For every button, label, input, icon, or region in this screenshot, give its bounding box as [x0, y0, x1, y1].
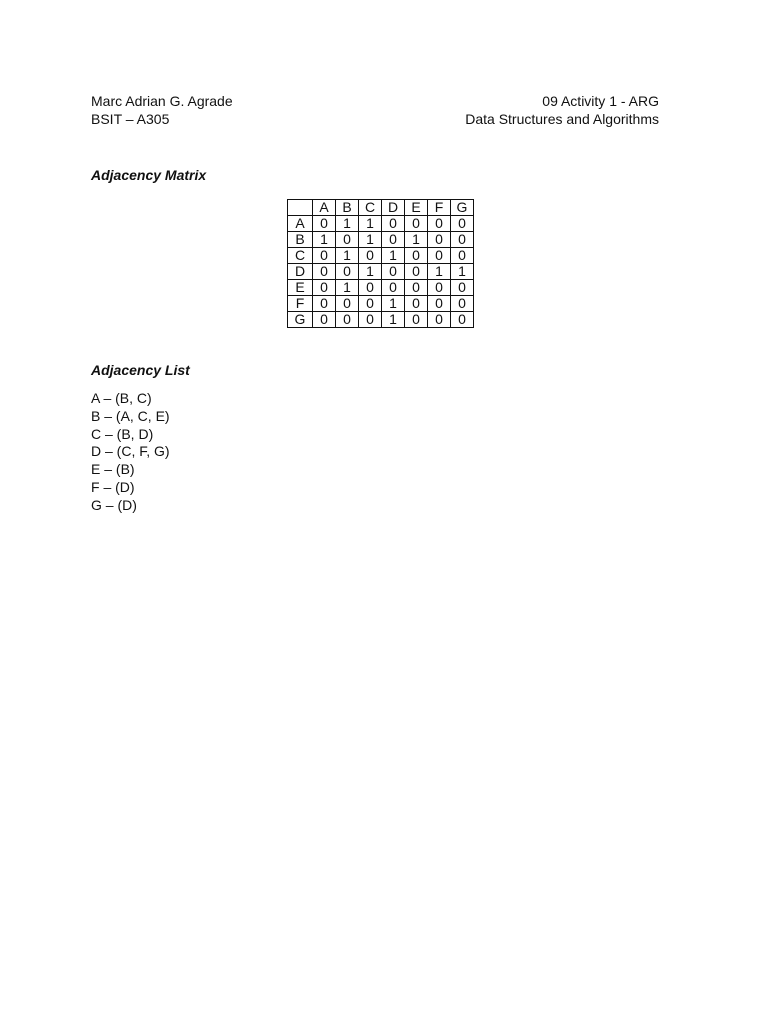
- matrix-cell: 0: [313, 248, 336, 264]
- course-title: Data Structures and Algorithms: [465, 110, 659, 127]
- header-left: [91, 93, 233, 128]
- adjacency-list-heading: Adjacency List: [91, 362, 190, 378]
- matrix-cell: 0: [382, 280, 405, 296]
- matrix-corner-cell: [288, 200, 313, 216]
- matrix-cell: 1: [336, 216, 359, 232]
- matrix-column-header: D: [382, 200, 405, 216]
- matrix-cell: 0: [428, 296, 451, 312]
- matrix-column-header: G: [451, 200, 474, 216]
- matrix-cell: 0: [451, 232, 474, 248]
- matrix-cell: 0: [405, 312, 428, 328]
- matrix-row-label: E: [288, 280, 313, 296]
- matrix-row: [288, 264, 474, 280]
- adjacency-list-item: F – (D): [91, 478, 135, 495]
- matrix-header-row: [288, 200, 474, 216]
- matrix-column-header: C: [359, 200, 382, 216]
- matrix-cell: 0: [313, 280, 336, 296]
- matrix-cell: 0: [382, 216, 405, 232]
- matrix-row: [288, 248, 474, 264]
- matrix-column-header: E: [405, 200, 428, 216]
- matrix-row: [288, 296, 474, 312]
- matrix-row: [288, 280, 474, 296]
- student-section: BSIT – A305: [91, 110, 170, 127]
- adjacency-list-item: C – (B, D): [91, 425, 154, 442]
- matrix-row-label: A: [288, 216, 313, 232]
- matrix-row-label: D: [288, 264, 313, 280]
- matrix-cell: 0: [336, 232, 359, 248]
- matrix-cell: 1: [359, 264, 382, 280]
- matrix-row: [288, 312, 474, 328]
- matrix-cell: 1: [451, 264, 474, 280]
- matrix-cell: 0: [359, 296, 382, 312]
- matrix-cell: 0: [451, 280, 474, 296]
- matrix-cell: 0: [451, 216, 474, 232]
- matrix-row-label: G: [288, 312, 313, 328]
- matrix-cell: 1: [359, 232, 382, 248]
- matrix-row: [288, 216, 474, 232]
- matrix-cell: 0: [313, 264, 336, 280]
- student-name: Marc Adrian G. Agrade: [91, 93, 233, 109]
- matrix-cell: 0: [336, 296, 359, 312]
- matrix-cell: 1: [382, 248, 405, 264]
- matrix-cell: 0: [313, 312, 336, 328]
- matrix-row-label: C: [288, 248, 313, 264]
- matrix-cell: 0: [428, 232, 451, 248]
- matrix-cell: 0: [336, 264, 359, 280]
- matrix-cell: 0: [382, 264, 405, 280]
- matrix-cell: 0: [359, 312, 382, 328]
- header-right: [465, 93, 659, 128]
- adjacency-list: [91, 390, 170, 515]
- matrix-cell: 0: [359, 248, 382, 264]
- matrix-cell: 0: [359, 280, 382, 296]
- matrix-cell: 1: [382, 312, 405, 328]
- matrix-cell: 0: [313, 296, 336, 312]
- matrix-cell: 1: [313, 232, 336, 248]
- matrix-cell: 0: [405, 216, 428, 232]
- matrix-cell: 0: [428, 216, 451, 232]
- matrix-cell: 0: [336, 312, 359, 328]
- matrix-cell: 1: [405, 232, 428, 248]
- matrix-cell: 1: [359, 216, 382, 232]
- matrix-cell: 0: [313, 216, 336, 232]
- matrix-cell: 0: [405, 296, 428, 312]
- matrix-cell: 1: [428, 264, 451, 280]
- adjacency-matrix-heading: Adjacency Matrix: [91, 167, 207, 183]
- matrix-cell: 0: [428, 280, 451, 296]
- matrix-column-header: A: [313, 200, 336, 216]
- adjacency-matrix-table: [287, 199, 474, 328]
- matrix-cell: 0: [382, 232, 405, 248]
- adjacency-list-item: D – (C, F, G): [91, 443, 170, 460]
- matrix-cell: 1: [382, 296, 405, 312]
- matrix-column-header: B: [336, 200, 359, 216]
- adjacency-list-item: B – (A, C, E): [91, 407, 170, 424]
- matrix-cell: 0: [451, 312, 474, 328]
- matrix-cell: 0: [405, 248, 428, 264]
- matrix-cell: 1: [336, 248, 359, 264]
- matrix-cell: 0: [405, 264, 428, 280]
- matrix-cell: 0: [451, 248, 474, 264]
- matrix-cell: 0: [428, 248, 451, 264]
- matrix-row-label: B: [288, 232, 313, 248]
- matrix-cell: 1: [336, 280, 359, 296]
- adjacency-list-item: A – (B, C): [91, 390, 152, 406]
- matrix-cell: 0: [405, 280, 428, 296]
- matrix-row: [288, 232, 474, 248]
- matrix-column-header: F: [428, 200, 451, 216]
- adjacency-list-item: G – (D): [91, 496, 137, 513]
- matrix-cell: 0: [428, 312, 451, 328]
- adjacency-list-item: E – (B): [91, 461, 135, 478]
- activity-title: 09 Activity 1 - ARG: [542, 93, 659, 109]
- matrix-cell: 0: [451, 296, 474, 312]
- matrix-row-label: F: [288, 296, 313, 312]
